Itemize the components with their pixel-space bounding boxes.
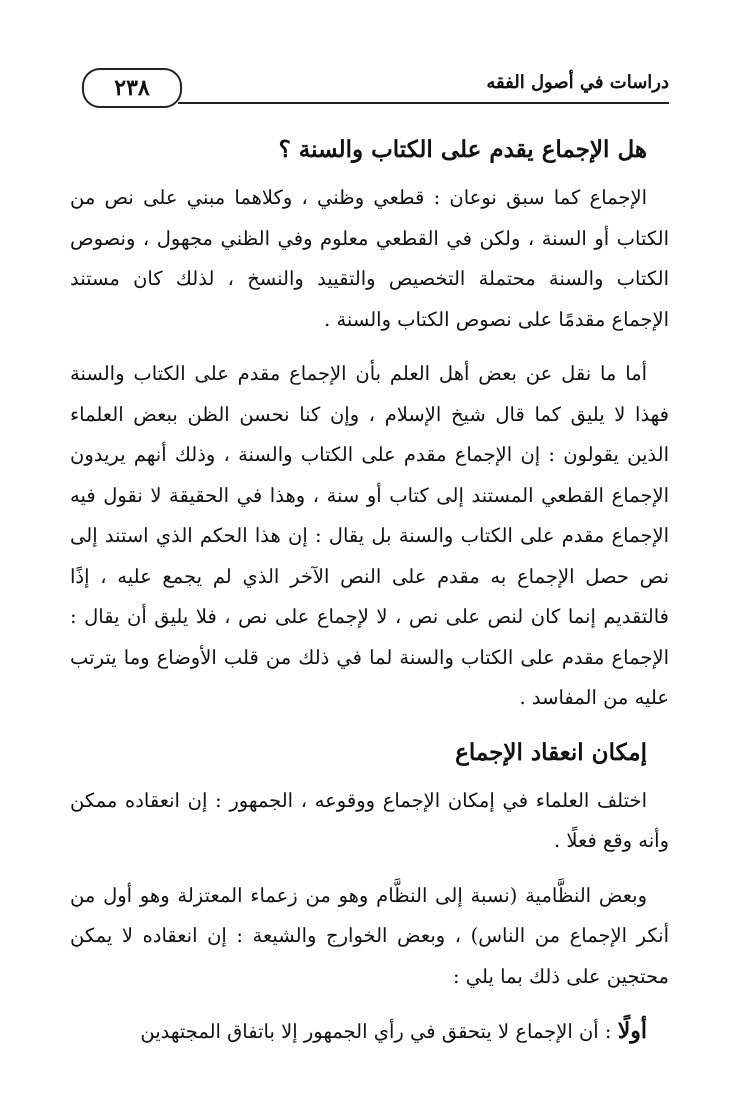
paragraph: وبعض النظَّامية (نسبة إلى النظَّام وهو من زعماء المعتزلة وهو أول من أنكر الإجماع من الناس) ، وبعض الخوارج والشيعة : إن انعقاده لا يمكن محتجين على ذلك بما يلي : (70, 883, 669, 988)
running-header (70, 68, 669, 108)
running-title: دراسات في أصول الفقه (486, 72, 669, 93)
point-text: : أن الإجماع لا يتحقق في رأي الجمهور إلا باتفاق المجتهدين (140, 1020, 618, 1043)
paragraph: الإجماع كما سبق نوعان : قطعي وظني ، وكلاهما مبني على نص من الكتاب أو السنة ، ولكن في القطعي معلوم وفي الظني مجهول ، ونصوص الكتاب والسنة محتملة التخصيص والتقييد والنسخ ، لذلك كان مستند الإجماع مقدمًا على نصوص الكتاب والسنة . (70, 186, 669, 331)
page-body (70, 118, 669, 1053)
numbered-point (70, 1011, 669, 1053)
paragraph: أما ما نقل عن بعض أهل العلم بأن الإجماع مقدم على الكتاب والسنة فهذا لا يليق كما قال شيخ الإسلام ، وإن كنا نحسن الظن ببعض العلماء الذين يقولون : إن الإجماع مقدم على الكتاب والسنة ، وذلك أنهم يريدون الإجماع القطعي المستند إلى كتاب أو سنة ، وهذا في الحقيقة لا نقول فيه الإجماع مقدم على الكتاب والسنة بل يقال : إن هذا الحكم الذي استند إلى نص حصل الإجماع به مقدم على النص الآخر الذي لم يجمع عليه ، إذًا فالتقديم إنما كان لنص على نص ، لا لإجماع على نص ، فلا يليق أن يقال : الإجماع مقدم على الكتاب والسنة لما في ذلك من قلب الأوضاع وما يترتب عليه من المفاسد . (70, 362, 669, 709)
section-heading-ijma-possibility: إمكان انعقاد الإجماع (455, 738, 647, 766)
paragraph: اختلف العلماء في إمكان الإجماع ووقوعه ، الجمهور : إن انعقاده ممكن وأنه وقع فعلًا . (70, 788, 669, 852)
point-lead: أولًا (617, 1018, 647, 1044)
section-heading-ijma-precedence: هل الإجماع يقدم على الكتاب والسنة ؟ (278, 136, 647, 163)
page-number: ٢٣٨ (82, 68, 182, 108)
header-rule (178, 102, 669, 104)
